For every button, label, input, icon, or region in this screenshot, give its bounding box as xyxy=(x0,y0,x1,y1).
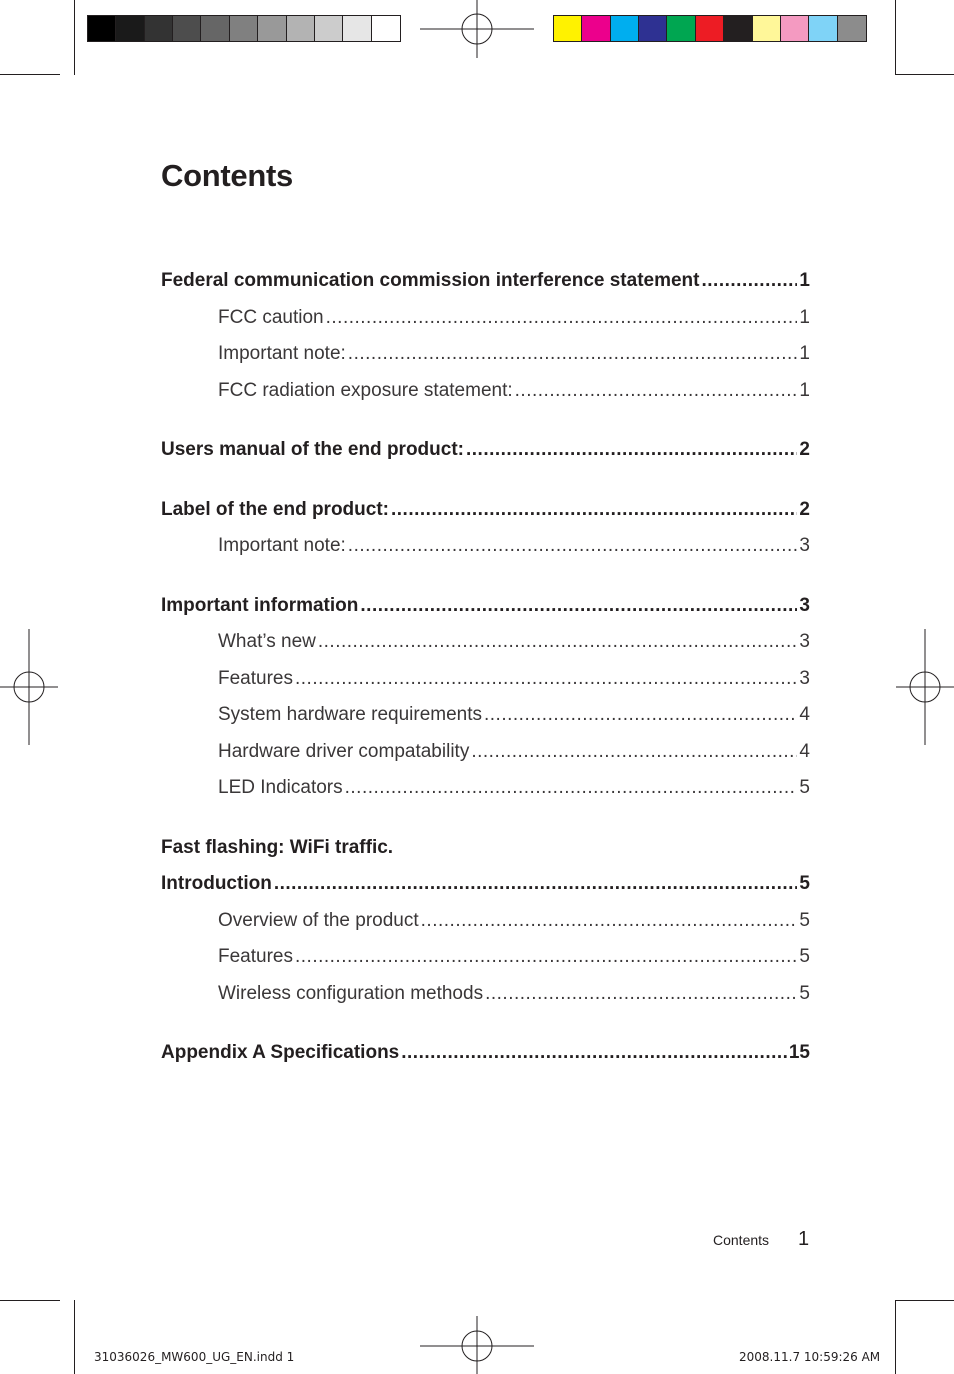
toc-subentry[interactable] xyxy=(218,668,810,692)
toc-subentry[interactable] xyxy=(218,704,810,728)
toc-page-number: 5 xyxy=(799,910,810,931)
footer-section-label: Contents xyxy=(713,1232,770,1248)
toc-dot-leader xyxy=(391,499,797,521)
color-swatch xyxy=(173,16,201,41)
color-swatch xyxy=(230,16,258,41)
toc-subentry[interactable] xyxy=(218,307,810,331)
toc-subentry[interactable] xyxy=(218,741,810,765)
color-swatch xyxy=(753,16,781,41)
color-swatch xyxy=(582,16,610,41)
color-swatch xyxy=(639,16,667,41)
color-swatch xyxy=(287,16,315,41)
footer-page-number: 1 xyxy=(798,1228,810,1250)
toc-entry[interactable] xyxy=(161,439,810,463)
toc-dot-leader xyxy=(348,343,798,365)
toc-subentry[interactable] xyxy=(218,535,810,559)
registration-mark-icon xyxy=(0,629,58,745)
toc-page-number: 1 xyxy=(799,380,810,401)
crop-mark xyxy=(895,1300,954,1301)
toc-entry-title: Important note: xyxy=(218,535,346,556)
toc-page-number: 1 xyxy=(799,270,810,291)
toc-entry-title: Introduction xyxy=(161,873,272,894)
toc-subentry[interactable] xyxy=(218,983,810,1007)
toc-dot-leader xyxy=(466,439,797,461)
toc-entry[interactable] xyxy=(161,595,810,619)
color-swatch xyxy=(611,16,639,41)
toc-entry-title: Important note: xyxy=(218,343,346,364)
toc-page-number: 3 xyxy=(799,595,810,616)
crop-mark xyxy=(74,0,75,75)
toc-entry[interactable] xyxy=(161,1042,810,1066)
registration-mark-icon xyxy=(896,629,954,745)
toc-entry-title: Wireless configuration methods xyxy=(218,983,484,1004)
registration-mark-icon xyxy=(420,1316,534,1374)
toc-page-number: 15 xyxy=(788,1042,810,1063)
crop-mark xyxy=(895,74,954,75)
page-title: Contents xyxy=(161,158,293,193)
color-swatch xyxy=(667,16,695,41)
toc-subentry[interactable] xyxy=(218,631,810,655)
color-swatch xyxy=(372,16,400,41)
toc-dot-leader xyxy=(421,910,798,932)
toc-page-number: 1 xyxy=(799,343,810,364)
process-color-bar xyxy=(553,15,867,42)
toc-dot-leader xyxy=(295,946,797,968)
toc-dot-leader xyxy=(274,873,798,895)
toc-dot-leader xyxy=(401,1042,787,1064)
toc-entry[interactable] xyxy=(161,499,810,523)
toc-page-number: 5 xyxy=(799,777,810,798)
color-swatch xyxy=(838,16,866,41)
color-swatch xyxy=(88,16,116,41)
toc-dot-leader xyxy=(345,777,798,799)
toc-entry-title: What’s new xyxy=(218,631,316,652)
toc-entry-title: Important information xyxy=(161,595,359,616)
toc-page-number: 2 xyxy=(799,439,810,460)
slug-timestamp: 2008.11.7 10:59:26 AM xyxy=(739,1350,881,1364)
toc-dot-leader xyxy=(318,631,798,653)
toc-entry-title: Overview of the product xyxy=(218,910,419,931)
toc-entry-title: Appendix A Specifications xyxy=(161,1042,400,1063)
color-swatch xyxy=(781,16,809,41)
toc-page-number: 5 xyxy=(799,983,810,1004)
color-swatch xyxy=(696,16,724,41)
color-swatch xyxy=(145,16,173,41)
toc-subentry[interactable] xyxy=(218,910,810,934)
toc-page-number: 2 xyxy=(799,499,810,520)
toc-entry-title: FCC radiation exposure statement: xyxy=(218,380,513,401)
toc-entry-title: FCC caution xyxy=(218,307,324,328)
toc-entry-title: System hardware requirements xyxy=(218,704,482,725)
toc-dot-leader xyxy=(484,704,797,726)
toc-dot-leader xyxy=(348,535,798,557)
registration-mark-icon xyxy=(420,0,534,58)
toc-entry-title: Label of the end product: xyxy=(161,499,389,520)
toc-page-number: 5 xyxy=(799,873,810,894)
crop-mark xyxy=(895,1300,896,1374)
toc-dot-leader xyxy=(471,741,797,763)
color-swatch xyxy=(554,16,582,41)
toc-entry-title: Fast flashing: WiFi traffic. xyxy=(161,837,394,858)
color-swatch xyxy=(258,16,286,41)
slug-file-name: 31036026_MW600_UG_EN.indd 1 xyxy=(94,1350,295,1364)
toc-entry[interactable] xyxy=(161,873,810,897)
toc-entry-title: Federal communication commission interference statement xyxy=(161,270,700,291)
toc-dot-leader xyxy=(485,983,797,1005)
toc-page-number: 3 xyxy=(799,668,810,689)
toc-dot-leader xyxy=(515,380,798,402)
crop-mark xyxy=(895,0,896,75)
toc-subentry[interactable] xyxy=(218,777,810,801)
toc-page-number: 5 xyxy=(799,946,810,967)
color-swatch xyxy=(809,16,837,41)
toc-dot-leader xyxy=(702,270,798,292)
toc-subentry[interactable] xyxy=(218,946,810,970)
toc-dot-leader xyxy=(326,307,798,329)
color-swatch xyxy=(315,16,343,41)
toc-page-number: 1 xyxy=(799,307,810,328)
toc-subentry[interactable] xyxy=(218,343,810,367)
toc-dot-leader xyxy=(295,668,797,690)
toc-entry[interactable] xyxy=(161,837,810,861)
toc-entry-title: Hardware driver compatability xyxy=(218,741,470,762)
grayscale-color-bar xyxy=(87,15,401,42)
toc-subentry[interactable] xyxy=(218,380,810,404)
crop-mark xyxy=(74,1300,75,1374)
color-swatch xyxy=(343,16,371,41)
toc-entry-title: Features xyxy=(218,668,293,689)
toc-page-number: 3 xyxy=(799,631,810,652)
crop-mark xyxy=(0,74,60,75)
color-swatch xyxy=(201,16,229,41)
toc-page-number: 3 xyxy=(799,535,810,556)
color-swatch xyxy=(724,16,752,41)
toc-page-number: 4 xyxy=(799,704,810,725)
toc-entry-title: LED Indicators xyxy=(218,777,343,798)
toc-entry-title: Users manual of the end product: xyxy=(161,439,464,460)
toc-dot-leader xyxy=(360,595,797,617)
crop-mark xyxy=(0,1300,60,1301)
toc-page-number: 4 xyxy=(799,741,810,762)
toc-entry[interactable] xyxy=(161,270,810,294)
toc-entry-title: Features xyxy=(218,946,293,967)
color-swatch xyxy=(116,16,144,41)
